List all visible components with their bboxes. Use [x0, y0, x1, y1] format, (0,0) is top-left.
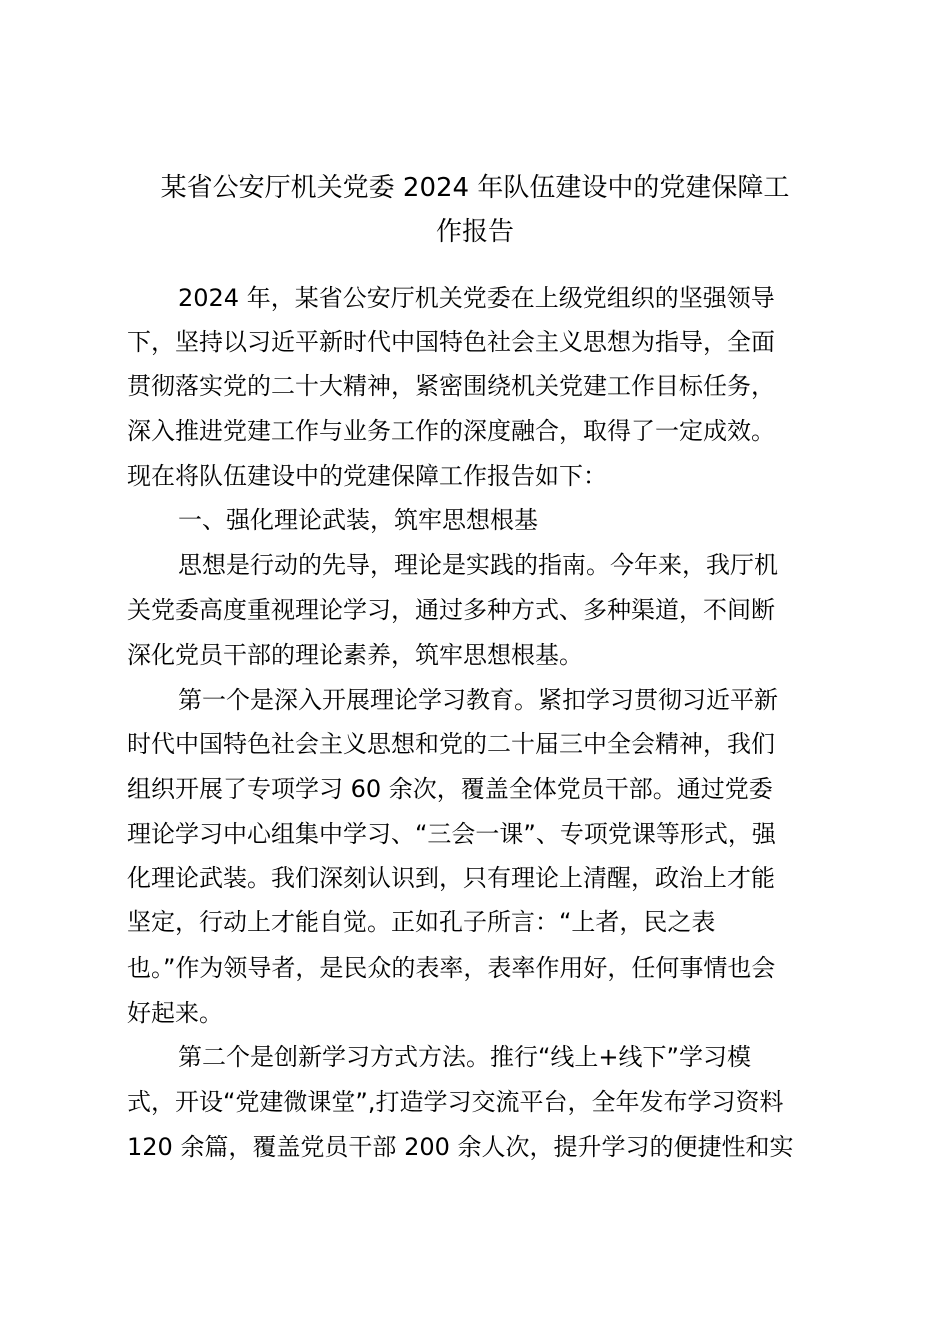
paragraph-line: 第一个是深入开展理论学习教育。紧扣学习贯彻习近平新: [178, 686, 778, 714]
title-line-1: 某省公安厅机关党委 2024 年队伍建设中的党建保障工: [160, 173, 790, 203]
paragraph-line: 深化党员干部的理论素养，筑牢思想根基。: [127, 641, 583, 669]
paragraph-line: 理论学习中心组集中学习、“三会一课”、专项党课等形式，强: [127, 820, 776, 848]
paragraph-line: 好起来。: [127, 999, 223, 1027]
paragraph-line: 关党委高度重视理论学习，通过多种方式、多种渠道，不间断: [127, 596, 775, 624]
paragraph-line: 深入推进党建工作与业务工作的深度融合，取得了一定成效。: [127, 417, 775, 445]
paragraph-line: 思想是行动的先导，理论是实践的指南。今年来，我厅机: [178, 551, 778, 579]
paragraph-line: 第二个是创新学习方式方法。推行“线上+线下”学习模: [178, 1043, 751, 1071]
paragraph-line: 120 余篇，覆盖党员干部 200 余人次，提升学习的便捷性和实: [127, 1133, 794, 1161]
title-line-2: 作报告: [435, 217, 514, 247]
paragraph-line: 贯彻落实党的二十大精神，紧密围绕机关党建工作目标任务，: [127, 372, 775, 400]
paragraph-line: 也。”作为领导者，是民众的表率，表率作用好，任何事情也会: [127, 954, 776, 982]
document-title: [120, 166, 830, 254]
section-heading: 一、强化理论武装，筑牢思想根基: [178, 506, 538, 534]
paragraph-line: 式，开设“党建微课堂”,打造学习交流平台，全年发布学习资料: [127, 1088, 784, 1116]
paragraph-line: 坚定，行动上才能自觉。正如孔子所言：“上者，民之表: [127, 908, 716, 936]
paragraph-line: 下，坚持以习近平新时代中国特色社会主义思想为指导，全面: [127, 328, 775, 356]
paragraph-line: 现在将队伍建设中的党建保障工作报告如下：: [127, 462, 607, 490]
paragraph-line: 组织开展了专项学习 60 余次，覆盖全体党员干部。通过党委: [127, 775, 773, 803]
paragraph-line: 化理论武装。我们深刻认识到，只有理论上清醒，政治上才能: [127, 864, 775, 892]
paragraph-line: 2024 年，某省公安厅机关党委在上级党组织的坚强领导: [178, 284, 775, 312]
paragraph-line: 时代中国特色社会主义思想和党的二十届三中全会精神，我们: [127, 730, 775, 758]
